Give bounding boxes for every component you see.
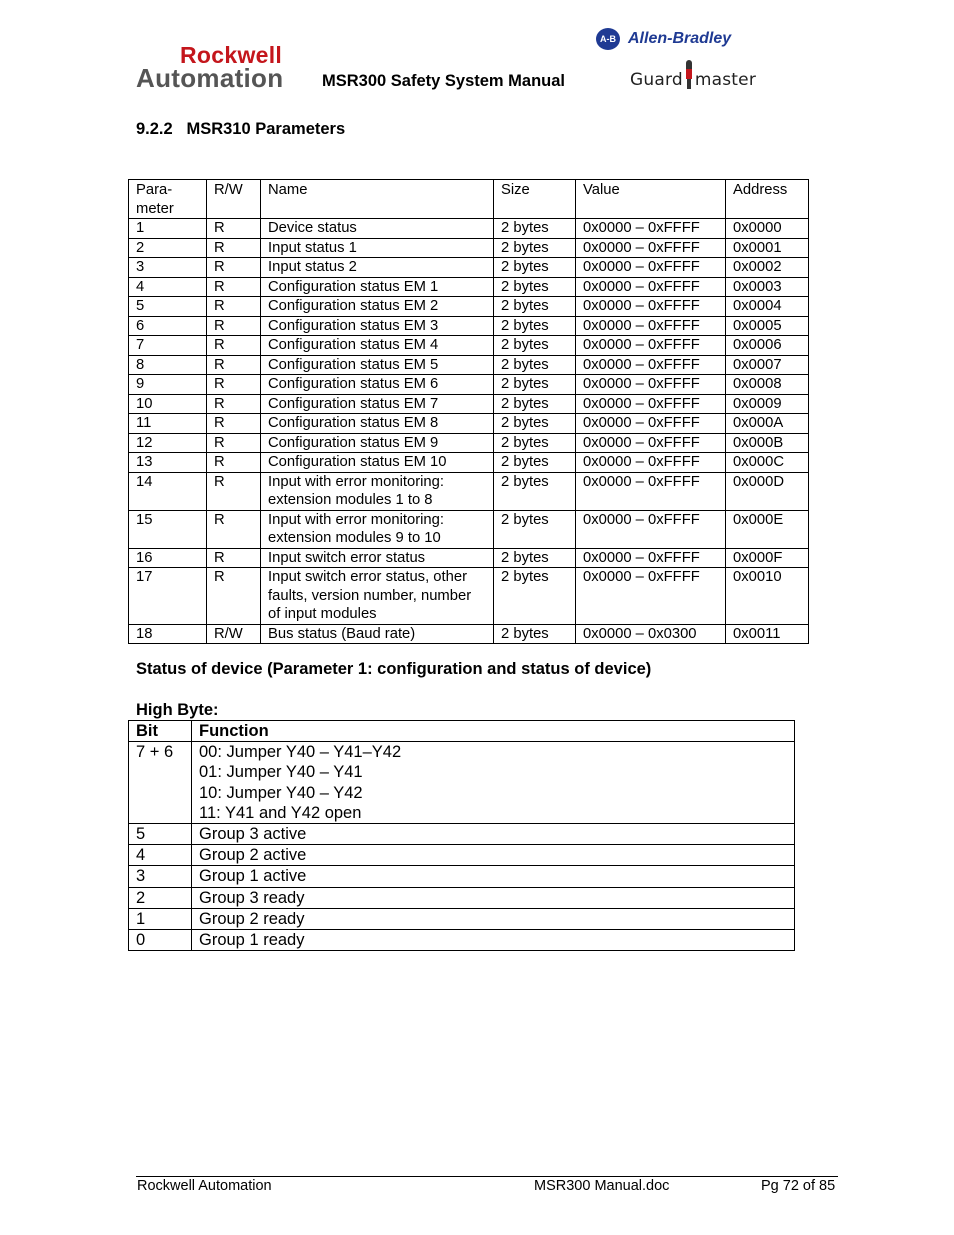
cell-name: Device status [261,219,494,239]
bit-table-row [129,824,795,845]
cell-size: 2 bytes [494,510,576,548]
cell-value: 0x0000 – 0x0300 [576,624,726,644]
table-row [129,433,809,453]
cell-param-number: 17 [129,568,207,625]
cell-name: Configuration status EM 6 [261,375,494,395]
cell-name: Configuration status EM 4 [261,336,494,356]
header-cell-size: Size [494,180,576,219]
cell-address: 0x0010 [726,568,809,625]
cell-address: 0x000E [726,510,809,548]
cell-value: 0x0000 – 0xFFFF [576,219,726,239]
header-cell-value: Value [576,180,726,219]
cell-function: Group 2 ready [192,908,795,929]
cell-value: 0x0000 – 0xFFFF [576,414,726,434]
cell-param-number: 9 [129,375,207,395]
bit-table-row [129,866,795,887]
cell-address: 0x000B [726,433,809,453]
cell-rw: R [207,258,261,278]
cell-name: Input with error monitoring: extension modules 1 to 8 [261,472,494,510]
cell-value: 0x0000 – 0xFFFF [576,472,726,510]
cell-address: 0x0005 [726,316,809,336]
cell-address: 0x0004 [726,297,809,317]
cell-value: 0x0000 – 0xFFFF [576,336,726,356]
section-title: MSR310 Parameters [186,120,346,138]
cell-value: 0x0000 – 0xFFFF [576,453,726,473]
footer-company: Rockwell Automation [137,1178,272,1194]
ab-badge-icon: A-B [596,28,620,50]
header-cell-rw: R/W [207,180,261,219]
cell-function: Group 3 ready [192,887,795,908]
allen-bradley-wordmark: Allen-Bradley [628,30,732,47]
guardmaster-wordmark-right: master [694,70,757,90]
cell-rw: R [207,453,261,473]
cell-size: 2 bytes [494,277,576,297]
table-row [129,336,809,356]
cell-address: 0x000D [726,472,809,510]
guardmaster-logo [630,60,756,90]
bit-table-row [129,908,795,929]
bit-function-table [128,720,795,951]
cell-value: 0x0000 – 0xFFFF [576,277,726,297]
cell-value: 0x0000 – 0xFFFF [576,433,726,453]
cell-size: 2 bytes [494,219,576,239]
cell-address: 0x000C [726,453,809,473]
cell-function: 00: Jumper Y40 – Y41–Y42 01: Jumper Y40 – Y41 10: Jumper Y40 – Y42 11: Y41 and Y42 open [192,742,795,824]
cell-name: Configuration status EM 1 [261,277,494,297]
allen-bradley-logo [596,26,731,52]
cell-address: 0x0006 [726,336,809,356]
cell-value: 0x0000 – 0xFFFF [576,394,726,414]
table-row [129,277,809,297]
cell-param-number: 7 [129,336,207,356]
cell-function: Group 2 active [192,845,795,866]
cell-param-number: 10 [129,394,207,414]
cell-address: 0x0008 [726,375,809,395]
cell-param-number: 13 [129,453,207,473]
cell-name: Configuration status EM 8 [261,414,494,434]
table-row [129,258,809,278]
cell-param-number: 12 [129,433,207,453]
section-number: 9.2.2 [136,120,173,138]
table-row [129,414,809,434]
cell-rw: R/W [207,624,261,644]
cell-size: 2 bytes [494,414,576,434]
cell-param-number: 8 [129,355,207,375]
cell-size: 2 bytes [494,624,576,644]
cell-rw: R [207,472,261,510]
cell-rw: R [207,316,261,336]
cell-size: 2 bytes [494,394,576,414]
cell-bit: 7 + 6 [129,742,192,824]
cell-bit: 2 [129,887,192,908]
cell-rw: R [207,355,261,375]
cell-rw: R [207,297,261,317]
cell-value: 0x0000 – 0xFFFF [576,316,726,336]
header-cell-bit: Bit [129,721,192,742]
cell-value: 0x0000 – 0xFFFF [576,238,726,258]
cell-address: 0x0002 [726,258,809,278]
table-row [129,316,809,336]
table-row [129,238,809,258]
cell-size: 2 bytes [494,238,576,258]
cell-address: 0x000F [726,548,809,568]
cell-name: Configuration status EM 5 [261,355,494,375]
cell-rw: R [207,510,261,548]
cell-size: 2 bytes [494,258,576,278]
cell-value: 0x0000 – 0xFFFF [576,355,726,375]
cell-name: Configuration status EM 3 [261,316,494,336]
table-row [129,548,809,568]
cell-bit: 0 [129,930,192,951]
cell-function: Group 3 active [192,824,795,845]
footer-divider [136,1176,838,1177]
header-cell-param-number: Para- meter [129,180,207,219]
cell-bit: 5 [129,824,192,845]
cell-name: Configuration status EM 10 [261,453,494,473]
cell-size: 2 bytes [494,472,576,510]
cell-name: Input switch error status [261,548,494,568]
cell-bit: 3 [129,866,192,887]
header-cell-address: Address [726,180,809,219]
cell-rw: R [207,394,261,414]
cell-param-number: 11 [129,414,207,434]
rockwell-automation-logo [136,42,312,93]
cell-function: Group 1 ready [192,930,795,951]
cell-rw: R [207,433,261,453]
table-row [129,355,809,375]
cell-rw: R [207,375,261,395]
table-row [129,219,809,239]
cell-address: 0x0003 [726,277,809,297]
cell-address: 0x0007 [726,355,809,375]
table-header-row [129,180,809,219]
header-cell-name: Name [261,180,494,219]
cell-size: 2 bytes [494,453,576,473]
header-cell-function: Function [192,721,795,742]
cell-address: 0x0001 [726,238,809,258]
cell-size: 2 bytes [494,316,576,336]
table-row [129,297,809,317]
cell-address: 0x0000 [726,219,809,239]
cell-rw: R [207,336,261,356]
footer-page-number: Pg 72 of 85 [761,1178,836,1194]
cell-param-number: 16 [129,548,207,568]
bit-table-row [129,930,795,951]
cell-value: 0x0000 – 0xFFFF [576,510,726,548]
cell-size: 2 bytes [494,568,576,625]
cell-param-number: 3 [129,258,207,278]
cell-name: Configuration status EM 7 [261,394,494,414]
table-row [129,472,809,510]
cell-param-number: 1 [129,219,207,239]
cell-bit: 4 [129,845,192,866]
table-row [129,375,809,395]
cell-size: 2 bytes [494,375,576,395]
cell-size: 2 bytes [494,548,576,568]
parameter-table [128,179,809,644]
cell-address: 0x0011 [726,624,809,644]
cell-size: 2 bytes [494,336,576,356]
cell-param-number: 14 [129,472,207,510]
cell-size: 2 bytes [494,433,576,453]
cell-name: Input switch error status, other faults, version number, number of input modules [261,568,494,625]
guardmaster-wordmark-left: Guard [630,70,683,90]
cell-size: 2 bytes [494,355,576,375]
logo-line-rockwell: Rockwell [180,42,283,68]
cell-param-number: 4 [129,277,207,297]
cell-rw: R [207,238,261,258]
cell-rw: R [207,548,261,568]
cell-value: 0x0000 – 0xFFFF [576,375,726,395]
cell-rw: R [207,414,261,434]
cell-name: Input status 2 [261,258,494,278]
cell-value: 0x0000 – 0xFFFF [576,548,726,568]
cell-name: Input status 1 [261,238,494,258]
status-heading: Status of device (Parameter 1: configuration and status of device) [136,660,652,678]
cell-size: 2 bytes [494,297,576,317]
cell-param-number: 6 [129,316,207,336]
cell-value: 0x0000 – 0xFFFF [576,258,726,278]
cell-value: 0x0000 – 0xFFFF [576,568,726,625]
table-row [129,624,809,644]
cell-bit: 1 [129,908,192,929]
cell-rw: R [207,277,261,297]
logo-line-automation: Automation [136,63,284,93]
cell-address: 0x000A [726,414,809,434]
cell-param-number: 18 [129,624,207,644]
footer-filename: MSR300 Manual.doc [534,1178,670,1194]
bit-table-row [129,845,795,866]
cell-name: Input with error monitoring: extension modules 9 to 10 [261,510,494,548]
cell-name: Configuration status EM 9 [261,433,494,453]
table-row [129,568,809,625]
cell-value: 0x0000 – 0xFFFF [576,297,726,317]
cell-param-number: 2 [129,238,207,258]
bit-table-header-row [129,721,795,742]
cell-function: Group 1 active [192,866,795,887]
cell-param-number: 5 [129,297,207,317]
cell-name: Configuration status EM 2 [261,297,494,317]
cell-rw: R [207,219,261,239]
table-row [129,510,809,548]
table-row [129,394,809,414]
bit-table-row [129,742,795,824]
table-row [129,453,809,473]
bit-table-row [129,887,795,908]
section-heading [136,120,345,139]
cell-name: Bus status (Baud rate) [261,624,494,644]
high-byte-label: High Byte: [136,701,219,719]
cell-param-number: 15 [129,510,207,548]
guard-figure-icon [684,60,694,90]
document-title: MSR300 Safety System Manual [322,72,566,90]
cell-address: 0x0009 [726,394,809,414]
cell-rw: R [207,568,261,625]
